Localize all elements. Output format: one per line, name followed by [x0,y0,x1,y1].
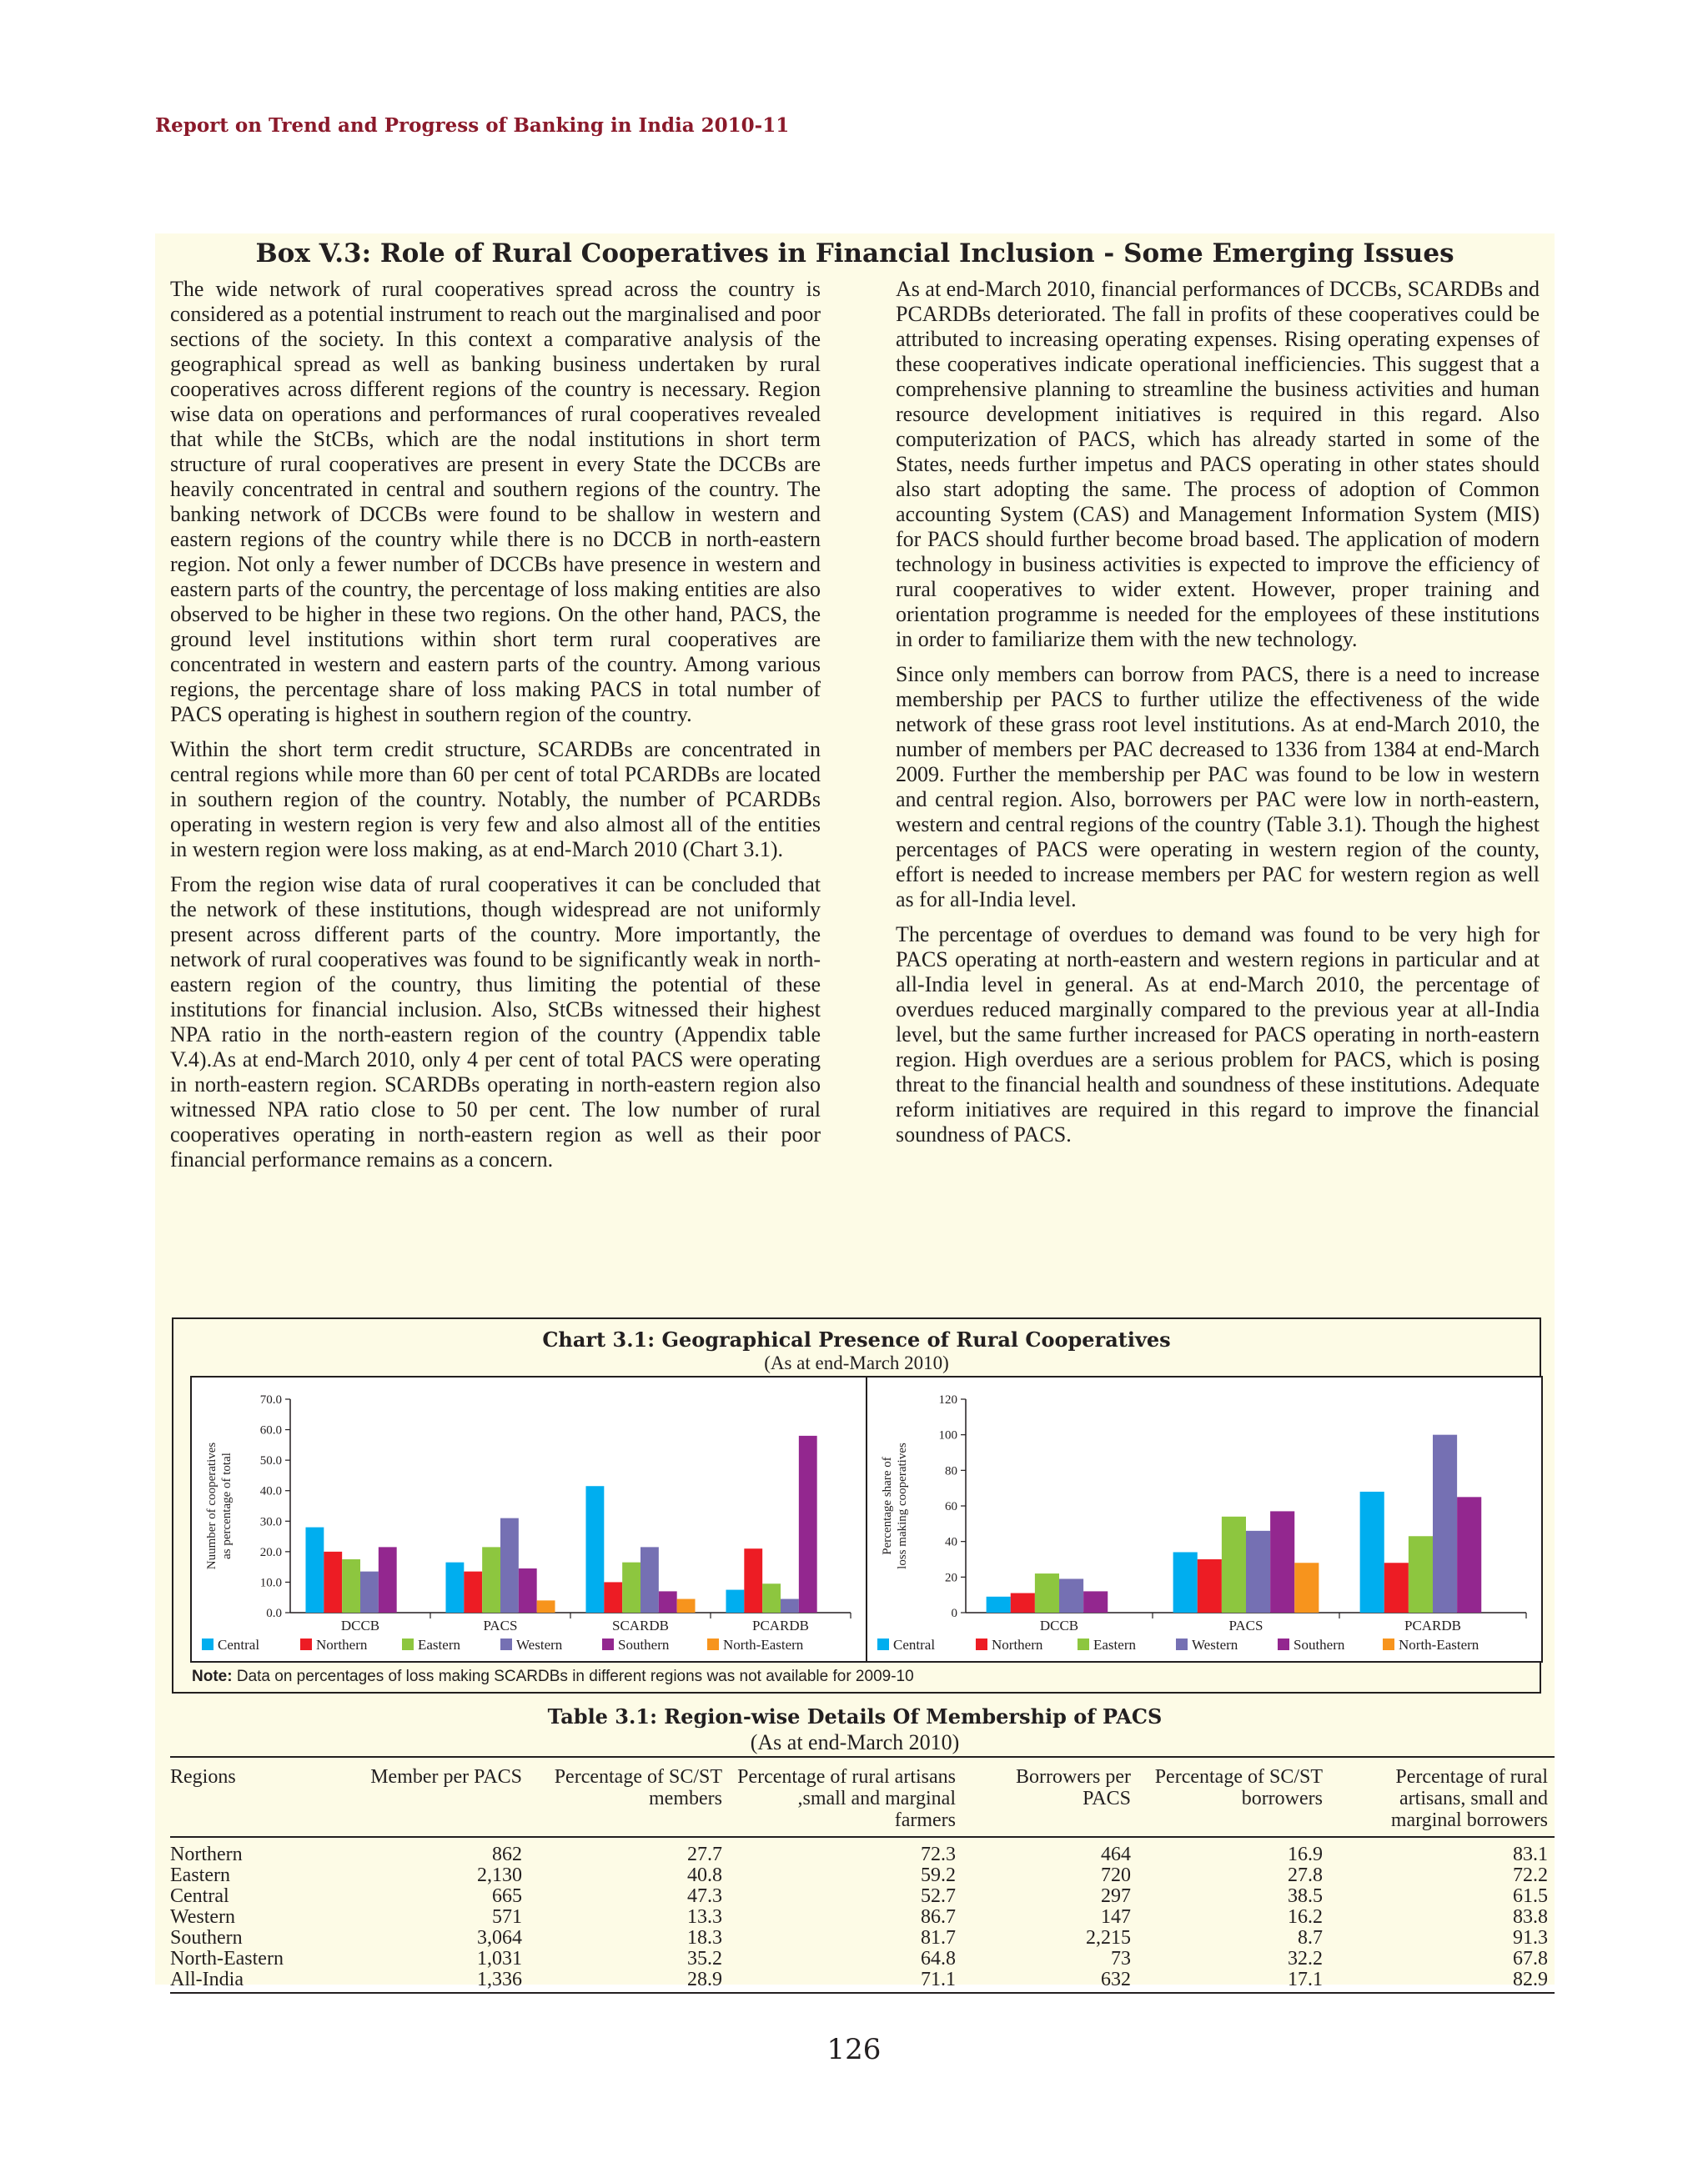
bar-pacs-southern [519,1568,537,1613]
table-row [170,1865,1555,1886]
chart-title: Chart 3.1: Geographical Presence of Rural Cooperatives [542,1327,1171,1352]
value-cell: 2,215 [1086,1927,1131,1949]
value-cell: 47.3 [687,1885,722,1907]
value-cell: 862 [492,1844,522,1865]
bar-pcardb-northern [744,1548,762,1613]
bar-pacs-north-eastern [1294,1563,1319,1613]
paragraph: As at end-March 2010, financial performances of DCCBs, SCARDBs and PCARDBs deteriorated. The fall in profits of these cooperatives could be attributed to increasing operating expenses. Rising operating expenses of these cooperatives indicate operational inefficiencies. This suggest that a comprehensive planning to streamline the business activities and human resource development initiatives is required in this regard. Also computerization of PACS, which has already started in some of the States, needs further impetus and PACS operating in other states should also start adopting the same. The process of adoption of Common accounting System (CAS) and Management Information System (MIS) for PACS should further become broad based. The application of modern technology in business activities is expected to improve the efficiency of rural cooperatives to wider extent. However, proper training and orientation programme is needed for the employees of these institutions in order to familiarize them with the new technology. [896,277,1540,651]
bar-dccb-eastern [342,1559,360,1613]
box-title: Box V.3: Role of Rural Cooperatives in Financial Inclusion - Some Emerging Issues [255,238,1454,268]
running-header: Report on Trend and Progress of Banking in India 2010-11 [155,114,790,137]
region-cell: Central [170,1885,229,1907]
value-cell: 40.8 [687,1864,722,1886]
bar-pacs-northern [464,1572,482,1613]
column-header: Percentage of rural artisans, small and marginal borrowers [1329,1757,1555,1837]
bar-dccb-western [1059,1578,1083,1613]
value-cell: 32.2 [1288,1948,1323,1970]
legend-label: North-Eastern [1399,1637,1479,1653]
bar-pacs-western [1246,1531,1270,1613]
paragraph: Within the short term credit structure, SCARDBs are concentrated in central regions while more than 60 per cent of total PCARDBs are located in southern region of the country. Notably, the number of PCARDBs operating in western region is very few and also almost all of the entities in western region were loss making, as at end-March 2010 (Chart 3.1). [170,737,821,861]
value-cell: 27.7 [687,1844,722,1865]
value-cell: 81.7 [921,1927,956,1949]
legend-label: Central [893,1637,936,1653]
value-cell: 72.3 [921,1844,956,1865]
legend-swatch-northern [976,1639,987,1650]
y-tick-label: 30.0 [259,1515,282,1529]
y-tick-label: 20 [945,1571,957,1585]
bar-pcardb-northern [1384,1563,1409,1613]
paragraph: The wide network of rural cooperatives spread across the country is considered as a potential instrument to reach out the marginalised and poor sections of the society. In this context a comparative analysis of the geographical spread as well as banking business undertaken by rural cooperatives across different regions of the country is necessary. Region wise data on operations and performances of rural cooperatives revealed that while the StCBs, which are the nodal institutions in short term structure of rural cooperatives are present in every State the DCCBs are heavily concentrated in central and southern regions of the country. The banking network of DCCBs were found to be shallow in western and eastern regions of the country while there is no DCCB in north-eastern region. Not only a fewer number of DCCBs have presence in western and eastern parts of the country, the percentage of loss making entities are also observed to be higher in these two regions. On the other hand, PACS, the ground level institutions within short term rural cooperatives are concentrated in western and eastern parts of the country. Among various regions, the percentage share of loss making PACS in total number of PACS operating is highest in southern region of the country. [170,277,821,726]
bar-pcardb-southern [1457,1497,1481,1613]
region-cell: Western [170,1906,236,1928]
value-cell: 35.2 [687,1948,722,1970]
value-cell: 83.1 [1513,1844,1548,1865]
y-tick-label: 120 [938,1393,957,1407]
bar-scardb-northern [604,1582,622,1613]
y-axis-label: Percentage share of [881,1457,894,1555]
chart-note [192,1668,914,1686]
bar-scardb-western [640,1547,659,1613]
value-cell: 91.3 [1513,1927,1548,1949]
chart-presence-panel [190,1376,867,1663]
column-header: Regions [170,1757,329,1837]
category-label: PACS [1228,1618,1263,1634]
legend-swatch-central [877,1639,889,1650]
legend-label: Northern [316,1637,368,1653]
bar-pacs-central [445,1563,464,1613]
table-row [170,1907,1555,1928]
y-axis-label: loss making cooperatives [896,1443,909,1569]
bar-scardb-southern [659,1591,677,1613]
legend-swatch-north-eastern [707,1639,719,1650]
table-row [170,1886,1555,1907]
value-cell: 59.2 [921,1864,956,1886]
region-cell: Northern [170,1844,243,1865]
value-cell: 18.3 [687,1927,722,1949]
bar-pcardb-eastern [762,1583,781,1613]
y-tick-label: 0 [951,1607,957,1620]
table-row [170,1970,1555,1993]
value-cell: 72.2 [1513,1864,1548,1886]
value-cell: 83.8 [1513,1906,1548,1928]
table-title: Table 3.1: Region-wise Details Of Membership of PACS [547,1704,1163,1729]
bar-pacs-western [500,1518,519,1613]
table-row [170,1837,1555,1865]
column-header: Percentage of SC/ST borrowers [1138,1757,1329,1837]
category-label: PCARDB [751,1618,810,1634]
legend-label: Eastern [418,1637,460,1653]
bar-scardb-central [585,1486,604,1613]
box-v3 [155,233,1555,1990]
legend-label: Northern [992,1637,1043,1653]
value-cell: 720 [1101,1864,1131,1886]
legend-swatch-southern [602,1639,614,1650]
bar-dccb-southern [1083,1591,1108,1613]
y-tick-label: 40 [945,1535,957,1549]
legend-swatch-eastern [402,1639,414,1650]
paragraph: The percentage of overdues to demand was found to be very high for PACS operating at north-eastern and western regions in particular and at all-India level in general. As at end-March 2010, the percentage of overdues reduced marginally compared to the previous year at all-India level, but the same further increased for PACS operating in north-eastern region. High overdues are a serious problem for PACS, which is posing threat to the financial health and soundness of these institutions. Adequate reform initiatives are required in this regard to improve the financial soundness of PACS. [896,922,1540,1147]
table-header-row [170,1757,1555,1837]
paragraph: From the region wise data of rural cooperatives it can be concluded that the network of these institutions, though widespread are not uniformly present across different parts of the country. More importantly, the network of rural cooperatives was found to be significantly weak in north-eastern region of the country, thus limiting the potential of these institutions for financial inclusion. Also, StCBs witnessed their highest NPA ratio in the north-eastern region of the country (Appendix table V.4).As at end-March 2010, only 4 per cent of total PACS were operating in north-eastern region. SCARDBs operating in north-eastern region also witnessed NPA ratio close to 50 per cent. The low number of rural cooperatives operating in north-eastern region as well as their poor financial performance remains as a concern. [170,872,821,1172]
region-cell: Eastern [170,1864,230,1886]
category-label: PACS [483,1618,518,1634]
y-tick-label: 10.0 [259,1576,282,1590]
column-header: Percentage of SC/ST members [529,1757,729,1837]
bar-pacs-eastern [482,1547,500,1613]
right-column [896,277,1540,1157]
value-cell: 16.9 [1288,1844,1323,1865]
y-axis-label: as percentage of total [220,1453,234,1559]
bar-dccb-eastern [1035,1573,1059,1613]
value-cell: 17.1 [1138,1970,1329,1993]
legend-swatch-northern [300,1639,312,1650]
y-tick-label: 60.0 [259,1423,282,1438]
page-number: 126 [826,2033,882,2066]
y-tick-label: 60 [945,1500,957,1513]
value-cell: 1,031 [477,1948,522,1970]
table-row [170,1949,1555,1970]
bar-dccb-central [305,1528,324,1613]
region-cell: All-India [170,1970,329,1993]
value-cell: 632 [962,1970,1138,1993]
category-label: DCCB [1039,1618,1079,1634]
bar-pcardb-southern [799,1436,817,1613]
bar-pcardb-eastern [1409,1536,1433,1613]
bar-pacs-southern [1270,1511,1294,1613]
chart-note-text: Data on percentages of loss making SCARDBs in different regions was not available for 2009-10 [232,1668,914,1685]
legend-label: Western [516,1637,563,1653]
value-cell: 38.5 [1288,1885,1323,1907]
y-axis-label: Nuumber of cooperatives [205,1442,219,1570]
column-header: Percentage of rural artisans ,small and marginal farmers [729,1757,962,1837]
value-cell: 16.2 [1288,1906,1323,1928]
legend-swatch-western [500,1639,512,1650]
value-cell: 73 [1111,1948,1131,1970]
chart-subtitle: (As at end-March 2010) [764,1352,949,1373]
column-header: Borrowers per PACS [962,1757,1138,1837]
chart-3-1 [172,1317,1541,1694]
bar-pcardb-central [726,1590,744,1613]
category-label: DCCB [340,1618,380,1634]
chart-loss-svg [867,1378,1541,1661]
bar-scardb-north-eastern [677,1599,696,1613]
bar-pcardb-western [1433,1435,1457,1613]
table-subtitle: (As at end-March 2010) [750,1730,960,1754]
value-cell: 665 [492,1885,522,1907]
category-label: PCARDB [1404,1618,1462,1634]
region-cell: North-Eastern [170,1948,284,1970]
bar-dccb-northern [324,1552,342,1613]
bar-pacs-eastern [1222,1517,1246,1613]
legend-swatch-north-eastern [1383,1639,1394,1650]
left-column [170,277,821,1182]
column-header: Member per PACS [329,1757,529,1837]
bar-scardb-eastern [622,1563,640,1613]
chart-loss-panel [866,1376,1543,1663]
bar-dccb-southern [379,1547,397,1613]
legend-label: Western [1192,1637,1238,1653]
value-cell: 2,130 [477,1864,522,1886]
y-tick-label: 50.0 [259,1454,282,1468]
value-cell: 52.7 [921,1885,956,1907]
legend-label: North-Eastern [723,1637,804,1653]
y-tick-label: 70.0 [259,1393,282,1407]
chart-presence-svg [192,1378,866,1661]
bar-pacs-northern [1198,1559,1222,1613]
value-cell: 67.8 [1513,1948,1548,1970]
value-cell: 3,064 [477,1927,522,1949]
value-cell: 86.7 [921,1906,956,1928]
membership-table [170,1756,1555,1994]
value-cell: 147 [1101,1906,1131,1928]
y-tick-label: 80 [945,1464,957,1478]
legend-swatch-southern [1278,1639,1289,1650]
bar-pacs-north-eastern [537,1600,555,1613]
legend-swatch-eastern [1078,1639,1089,1650]
y-tick-label: 100 [938,1428,957,1443]
value-cell: 1,336 [329,1970,529,1993]
value-cell: 71.1 [729,1970,962,1993]
bar-dccb-northern [1011,1593,1035,1613]
value-cell: 464 [1101,1844,1131,1865]
bar-pcardb-central [1360,1492,1384,1613]
bar-pacs-central [1173,1552,1198,1613]
value-cell: 571 [492,1906,522,1928]
value-cell: 8.7 [1298,1927,1323,1949]
legend-swatch-central [202,1639,214,1650]
value-cell: 82.9 [1329,1970,1555,1993]
y-tick-label: 40.0 [259,1484,282,1498]
value-cell: 13.3 [687,1906,722,1928]
legend-label: Central [218,1637,260,1653]
bar-dccb-central [987,1597,1011,1613]
paragraph: Since only members can borrow from PACS, there is a need to increase membership per PACS to further utilize the effectiveness of the wide network of these grass root level institutions. As at end-March 2010, the number of members per PAC decreased to 1336 from 1384 at end-March 2009. Further the membership per PAC was found to be low in western and central region. Also, borrowers per PAC were low in north-eastern, western and central regions of the country (Table 3.1). Though the highest percentages of PACS were operating in western region of the county, effort is needed to increase members per PAC for western region as well as for all-India level. [896,662,1540,911]
category-label: SCARDB [611,1618,670,1634]
legend-label: Southern [618,1637,670,1653]
value-cell: 28.9 [529,1970,729,1993]
value-cell: 27.8 [1288,1864,1323,1886]
value-cell: 64.8 [921,1948,956,1970]
bar-pcardb-western [781,1599,799,1613]
y-tick-label: 0.0 [266,1607,282,1620]
legend-swatch-western [1176,1639,1188,1650]
y-tick-label: 20.0 [259,1545,282,1559]
value-cell: 297 [1101,1885,1131,1907]
chart-note-label: Note: [192,1668,233,1685]
legend-label: Eastern [1093,1637,1136,1653]
value-cell: 61.5 [1513,1885,1548,1907]
legend-label: Southern [1294,1637,1345,1653]
bar-dccb-western [360,1572,379,1613]
table-row [170,1928,1555,1949]
region-cell: Southern [170,1927,243,1949]
